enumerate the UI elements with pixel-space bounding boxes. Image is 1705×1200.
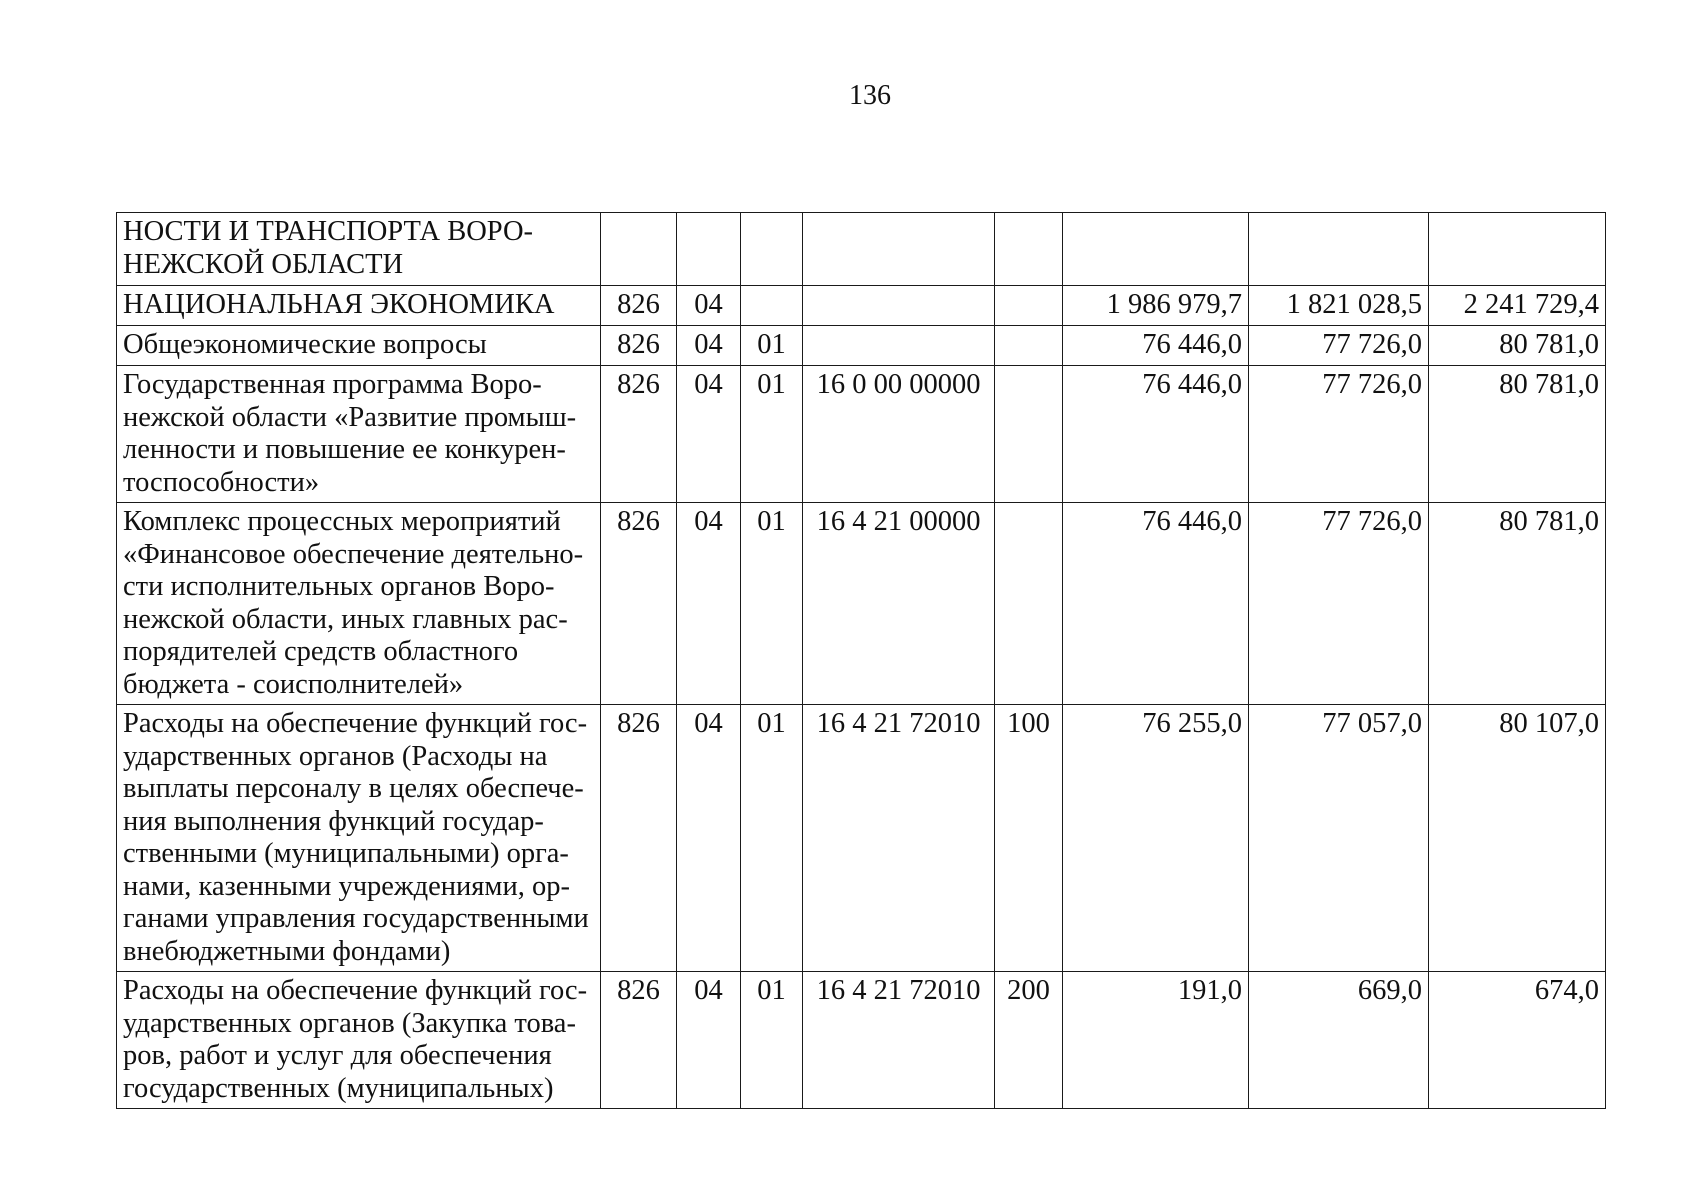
row-name: Расходы на обеспечение функций гос- ударственных органов (Расходы на выплаты персоналу в целях обеспече- ния выполнения функций государ- ственными (муниципальными) орга- нами, казенными учреждениями, ор- ганами управления государственными внебюджетными фондами): [117, 705, 601, 972]
year3-amount: 80 781,0: [1429, 326, 1606, 366]
year1-amount: 76 446,0: [1063, 326, 1249, 366]
section-cell: 04: [677, 705, 741, 972]
year2-amount: 669,0: [1249, 972, 1429, 1109]
table-row: [117, 366, 1606, 503]
year2-amount: 77 726,0: [1249, 503, 1429, 705]
section-cell: 04: [677, 503, 741, 705]
subsection-cell: [741, 213, 803, 286]
year2-amount: [1249, 213, 1429, 286]
table-row: [117, 326, 1606, 366]
year2-amount: 1 821 028,5: [1249, 286, 1429, 326]
budget-table: [116, 212, 1606, 1109]
year3-amount: 80 781,0: [1429, 503, 1606, 705]
subsection-cell: 01: [741, 366, 803, 503]
year1-amount: [1063, 213, 1249, 286]
year2-amount: 77 726,0: [1249, 326, 1429, 366]
row-name: НОСТИ И ТРАНСПОРТА ВОРО- НЕЖСКОЙ ОБЛАСТИ: [117, 213, 601, 286]
subsection-cell: 01: [741, 705, 803, 972]
subsection-cell: 01: [741, 326, 803, 366]
target-article-cell: 16 0 00 00000: [803, 366, 995, 503]
target-article-cell: 16 4 21 72010: [803, 705, 995, 972]
grbs-cell: 826: [601, 326, 677, 366]
subsection-cell: 01: [741, 972, 803, 1109]
table-row: [117, 213, 1606, 286]
expense-type-cell: 200: [995, 972, 1063, 1109]
row-name: Общеэкономические вопросы: [117, 326, 601, 366]
expense-type-cell: [995, 503, 1063, 705]
year1-amount: 76 446,0: [1063, 366, 1249, 503]
table-row: [117, 972, 1606, 1109]
year3-amount: 2 241 729,4: [1429, 286, 1606, 326]
subsection-cell: 01: [741, 503, 803, 705]
year2-amount: 77 057,0: [1249, 705, 1429, 972]
grbs-cell: [601, 213, 677, 286]
expense-type-cell: [995, 213, 1063, 286]
target-article-cell: 16 4 21 72010: [803, 972, 995, 1109]
year1-amount: 1 986 979,7: [1063, 286, 1249, 326]
year1-amount: 191,0: [1063, 972, 1249, 1109]
year2-amount: 77 726,0: [1249, 366, 1429, 503]
grbs-cell: 826: [601, 972, 677, 1109]
section-cell: 04: [677, 326, 741, 366]
grbs-cell: 826: [601, 366, 677, 503]
row-name: Расходы на обеспечение функций гос- ударственных органов (Закупка това- ров, работ и услуг для обеспечения государственных (муниципальных): [117, 972, 601, 1109]
year3-amount: [1429, 213, 1606, 286]
target-article-cell: [803, 326, 995, 366]
grbs-cell: 826: [601, 286, 677, 326]
target-article-cell: [803, 213, 995, 286]
page-number: 136: [849, 80, 891, 111]
section-cell: 04: [677, 972, 741, 1109]
table-row: [117, 286, 1606, 326]
table-row: [117, 503, 1606, 705]
expense-type-cell: [995, 326, 1063, 366]
target-article-cell: [803, 286, 995, 326]
table-row: [117, 705, 1606, 972]
year1-amount: 76 446,0: [1063, 503, 1249, 705]
year3-amount: 80 107,0: [1429, 705, 1606, 972]
target-article-cell: 16 4 21 00000: [803, 503, 995, 705]
row-name: Государственная программа Воро- нежской области «Развитие промыш- ленности и повышение ее конкурен- тоспособности»: [117, 366, 601, 503]
year1-amount: 76 255,0: [1063, 705, 1249, 972]
section-cell: [677, 213, 741, 286]
grbs-cell: 826: [601, 503, 677, 705]
grbs-cell: 826: [601, 705, 677, 972]
row-name: НАЦИОНАЛЬНАЯ ЭКОНОМИКА: [117, 286, 601, 326]
year3-amount: 80 781,0: [1429, 366, 1606, 503]
expense-type-cell: 100: [995, 705, 1063, 972]
row-name: Комплекс процессных мероприятий «Финансовое обеспечение деятельно- сти исполнительных органов Воро- нежской области, иных главных рас- порядителей средств областного бюджета - соисполнителей»: [117, 503, 601, 705]
section-cell: 04: [677, 286, 741, 326]
expense-type-cell: [995, 366, 1063, 503]
subsection-cell: [741, 286, 803, 326]
expense-type-cell: [995, 286, 1063, 326]
year3-amount: 674,0: [1429, 972, 1606, 1109]
section-cell: 04: [677, 366, 741, 503]
